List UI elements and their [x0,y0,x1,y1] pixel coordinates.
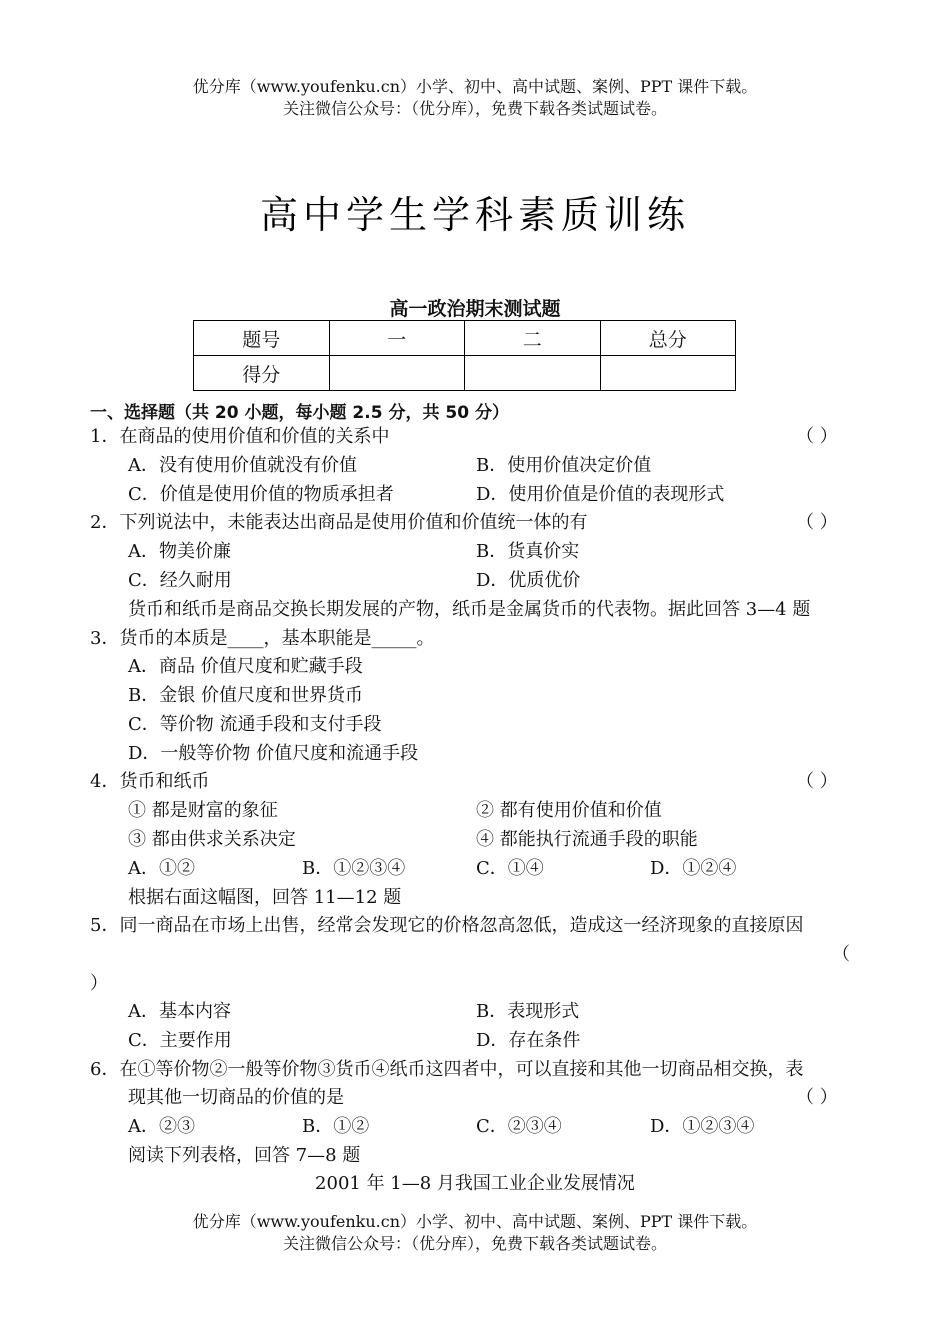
q2-option-d: D．优质优价 [476,570,581,591]
section-heading: 一、选择题（共 20 小题，每小题 2.5 分，共 50 分） [90,403,509,423]
q3-option-b: B．金银 价值尺度和世界货币 [128,685,363,706]
q1-option-d: D．使用价值是价值的表现形式 [476,484,725,505]
score-cell [600,356,736,391]
header-line-1: 优分库（www.youfenku.cn）小学、初中、高中试题、案例、PPT 课件下载。 [192,77,758,96]
score-cell: 总分 [600,321,736,356]
q4-option-a: A．①② [128,858,195,879]
footer-line-1: 优分库（www.youfenku.cn）小学、初中、高中试题、案例、PPT 课件下载。 [192,1212,758,1231]
score-cell [329,356,465,391]
q5-bracket-open: （ [832,944,850,965]
intro-questions-7-8: 阅读下列表格，回答 7—8 题 [128,1145,361,1166]
main-title: 高中学生学科素质训练 [259,193,690,237]
question-3-stem: 3．货币的本质是____，基本职能是_____。 [90,628,435,649]
q6-option-b: B．①② [302,1116,370,1137]
q3-option-a: A．商品 价值尺度和贮藏手段 [128,656,363,677]
exam-subtitle: 高一政治期末测试题 [389,298,561,320]
q1-option-c: C．价值是使用价值的物质承担者 [128,484,394,505]
answer-bracket: （ ） [796,512,838,533]
q2-option-c: C．经久耐用 [128,570,232,591]
intro-questions-3-4: 货币和纸币是商品交换长期发展的产物，纸币是金属货币的代表物。据此回答 3—4 题 [128,599,811,620]
score-cell: 一 [329,321,465,356]
score-table-row [194,356,736,391]
score-table [193,320,736,391]
table-caption: 2001 年 1—8 月我国工业企业发展情况 [315,1173,635,1194]
q5-bracket-close: ） [90,973,108,994]
q4-option-b: B．①②③④ [302,858,406,879]
q5-option-a: A．基本内容 [128,1001,231,1022]
score-cell [465,356,601,391]
q6-option-d: D．①②③④ [650,1116,755,1137]
q5-option-d: D．存在条件 [476,1030,581,1051]
q4-option-d: D．①②④ [650,858,737,879]
score-cell: 得分 [194,356,330,391]
question-2-stem: 2．下列说法中，未能表达出商品是使用价值和价值统一体的有 [90,512,588,533]
q5-option-c: C．主要作用 [128,1030,232,1051]
q4-option-c: C．①④ [476,858,544,879]
question-4-stem: 4．货币和纸币 [90,771,210,792]
question-6-stem-continued: 现其他一切商品的价值的是 [128,1087,344,1108]
q2-option-a: A．物美价廉 [128,541,231,562]
q6-option-a: A．②③ [128,1116,195,1137]
q4-statement-1: ① 都是财富的象征 [128,800,278,821]
score-cell: 二 [465,321,601,356]
q1-option-b: B．使用价值决定价值 [476,455,652,476]
q4-statement-4: ④ 都能执行流通手段的职能 [476,829,698,850]
intro-questions-11-12: 根据右面这幅图，回答 11—12 题 [128,887,402,908]
score-table-row [194,321,736,356]
q5-option-b: B．表现形式 [476,1001,580,1022]
score-cell: 题号 [194,321,330,356]
q4-statement-2: ② 都有使用价值和价值 [476,800,662,821]
question-6-stem: 6．在①等价物②一般等价物③货币④纸币这四者中，可以直接和其他一切商品相交换，表 [90,1059,804,1080]
header-line-2: 关注微信公众号：（优分库），免费下载各类试题试卷。 [282,99,667,118]
q6-option-c: C．②③④ [476,1116,562,1137]
question-1-stem: 1．在商品的使用价值和价值的关系中 [90,426,390,447]
answer-bracket: （ ） [796,426,838,447]
q1-option-a: A．没有使用价值就没有价值 [128,455,357,476]
footer-line-2: 关注微信公众号：（优分库），免费下载各类试题试卷。 [282,1234,667,1253]
q3-option-c: C．等价物 流通手段和支付手段 [128,714,382,735]
q3-option-d: D．一般等价物 价值尺度和流通手段 [128,743,419,764]
question-5-stem: 5．同一商品在市场上出售，经常会发现它的价格忽高忽低，造成这一经济现象的直接原因 [90,915,804,936]
answer-bracket: （ ） [796,1087,838,1108]
answer-bracket: （ ） [796,771,838,792]
q4-statement-3: ③ 都由供求关系决定 [128,829,296,850]
q2-option-b: B．货真价实 [476,541,580,562]
